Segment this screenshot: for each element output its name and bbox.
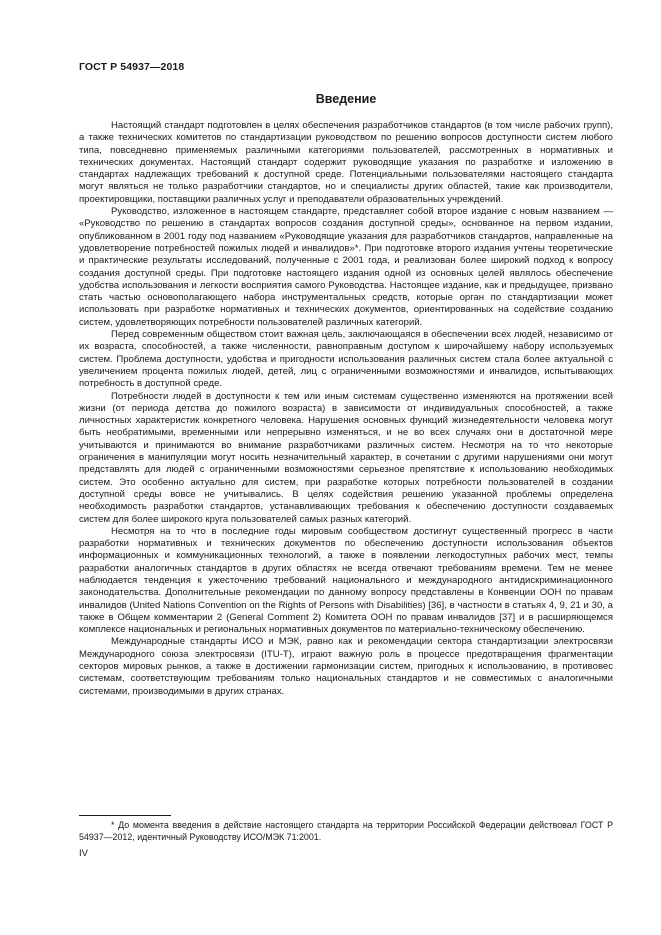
paragraph-1: Настоящий стандарт подготовлен в целях обеспечения разработчиков стандартов (в том числе рабочих групп), а также технических комитетов по стандартизации руководством по решению вопросов доступности систем любого типа, повседневно применяемых различными категориями пользователей, рассмотренных в нормативных и технических документах. Настоящий стандарт содержит руководящие указания по разработке и изложению в стандартах надлежащих требований к доступной среде. Потенциальными пользователями настоящего стандарта могут являться не только разработчики стандартов, но и специалисты других областей, такие как производители, проектировщики, поставщики различных услуг и преподаватели образовательных учреждений. [79,120,613,205]
footnote-separator [79,815,171,816]
standard-code-header: ГОСТ Р 54937—2018 [79,61,185,73]
page-number: IV [79,848,88,859]
introduction-body [79,120,613,698]
paragraph-6: Международные стандарты ИСО и МЭК, равно как и рекомендации сектора стандартизации электросвязи Международного союза электросвязи (ITU-T), играют важную роль в процессе предотвращения фрагментации секторов мировых рынков, а также в достижении гармонизации систем, пригодных к использованию, в противовес системам, соответствующим требованиям только национальных стандартов и не совместимых с аналогичными системами, производимыми в других странах. [79,636,613,697]
footnote: * До момента введения в действие настоящего стандарта на территории Российской Федерации действовал ГОСТ Р 54937—2012, идентичный Руководству ИСО/МЭК 71:2001. [79,820,613,842]
paragraph-2: Руководство, изложенное в настоящем стандарте, представляет собой второе издание с новым названием — «Руководство по решению в стандартах вопросов создания доступной среды», основанное на первом издании, опубликованном в 2001 году под названием «Руководящие указания для разработчиков стандартов, направленные на удовлетворение потребностей пожилых людей и инвалидов»*. При подготовке второго издания учтены теоретические и практические результаты исследований, полученные с 2001 года, и реализован более широкий подход к вопросу создания доступной среды. При подготовке настоящего издания одной из основных целей являлось обеспечение удобства использования и легкости восприятия самого Руководства. Настоящее издание, как и предыдущее, призвано стать частью основополагающего набора инструментальных средств, которые орган по стандартизации может использовать при разработке нормативных и технических документов, ориентированных на содействие созданию систем, удовлетворяющих потребности пользователей различных категорий. [79,206,613,328]
paragraph-3: Перед современным обществом стоит важная цель, заключающаяся в обеспечении всех людей, независимо от их возраста, способностей, а также численности, равноправным доступом к широчайшему набору используемых систем. Проблема доступности, удобства и пригодности использования различных систем стала более актуальной с увеличением процента пожилых людей, детей, лиц с ограниченными возможностями и инвалидов, испытывающих потребность в доступной среде. [79,329,613,390]
paragraph-4: Потребности людей в доступности к тем или иным системам существенно изменяются на протяжении всей жизни (от периода детства до пожилого возраста) в зависимости от индивидуальных способностей, а также личностных характеристик конкретного человека. Нарушения основных функций жизнедеятельности человека могут быть необратимыми, временными или непрерывно изменяться, и не во всех случаях они в достаточной мере учитываются и принимаются во внимание разработчиками различных систем. Несмотря на то что некоторые ограничения в манипуляции могут носить незначительный характер, в сочетании с другими нарушениями они могут представлять для людей с ограниченными возможностями серьезное препятствие к использованию необходимых систем. Это особенно актуально для систем, при разработке которых потребности пользователей в создании доступной среды вовсе не учитывались. В целях содействия решению указанной проблемы определена необходимость разработки стандартов, устанавливающих требования к обеспечению доступности создаваемых систем для более широкого круга пользователей самых разных категорий. [79,390,613,525]
section-title: Введение [315,92,377,106]
paragraph-5: Несмотря на то что в последние годы мировым сообществом достигнут существенный прогресс в части разработки нормативных и технических документов по обеспечению доступности использования объектов информационных и коммуникационных технологий, а также в появлении легкодоступных рабочих мест, темпы разработки аналогичных стандартов в других областях не всегда отвечают требованиям времени. Тем не менее наблюдается тенденция к ужесточению требований национального и международного антидискриминационного законодательства. Дополнительные рекомендации по данному вопросу представлены в Конвенции ООН по правам инвалидов (United Nations Convention on the Rights of Persons with Disabilities) [36], в частности в статьях 4, 9, 21 и 30, а также в Общем комментарии 2 (General Comment 2) Комитета ООН по правам инвалидов [37] и в расширяющемся комплексе национальных и региональных нормативных документов по материально-техническому обеспечению. [79,525,613,636]
